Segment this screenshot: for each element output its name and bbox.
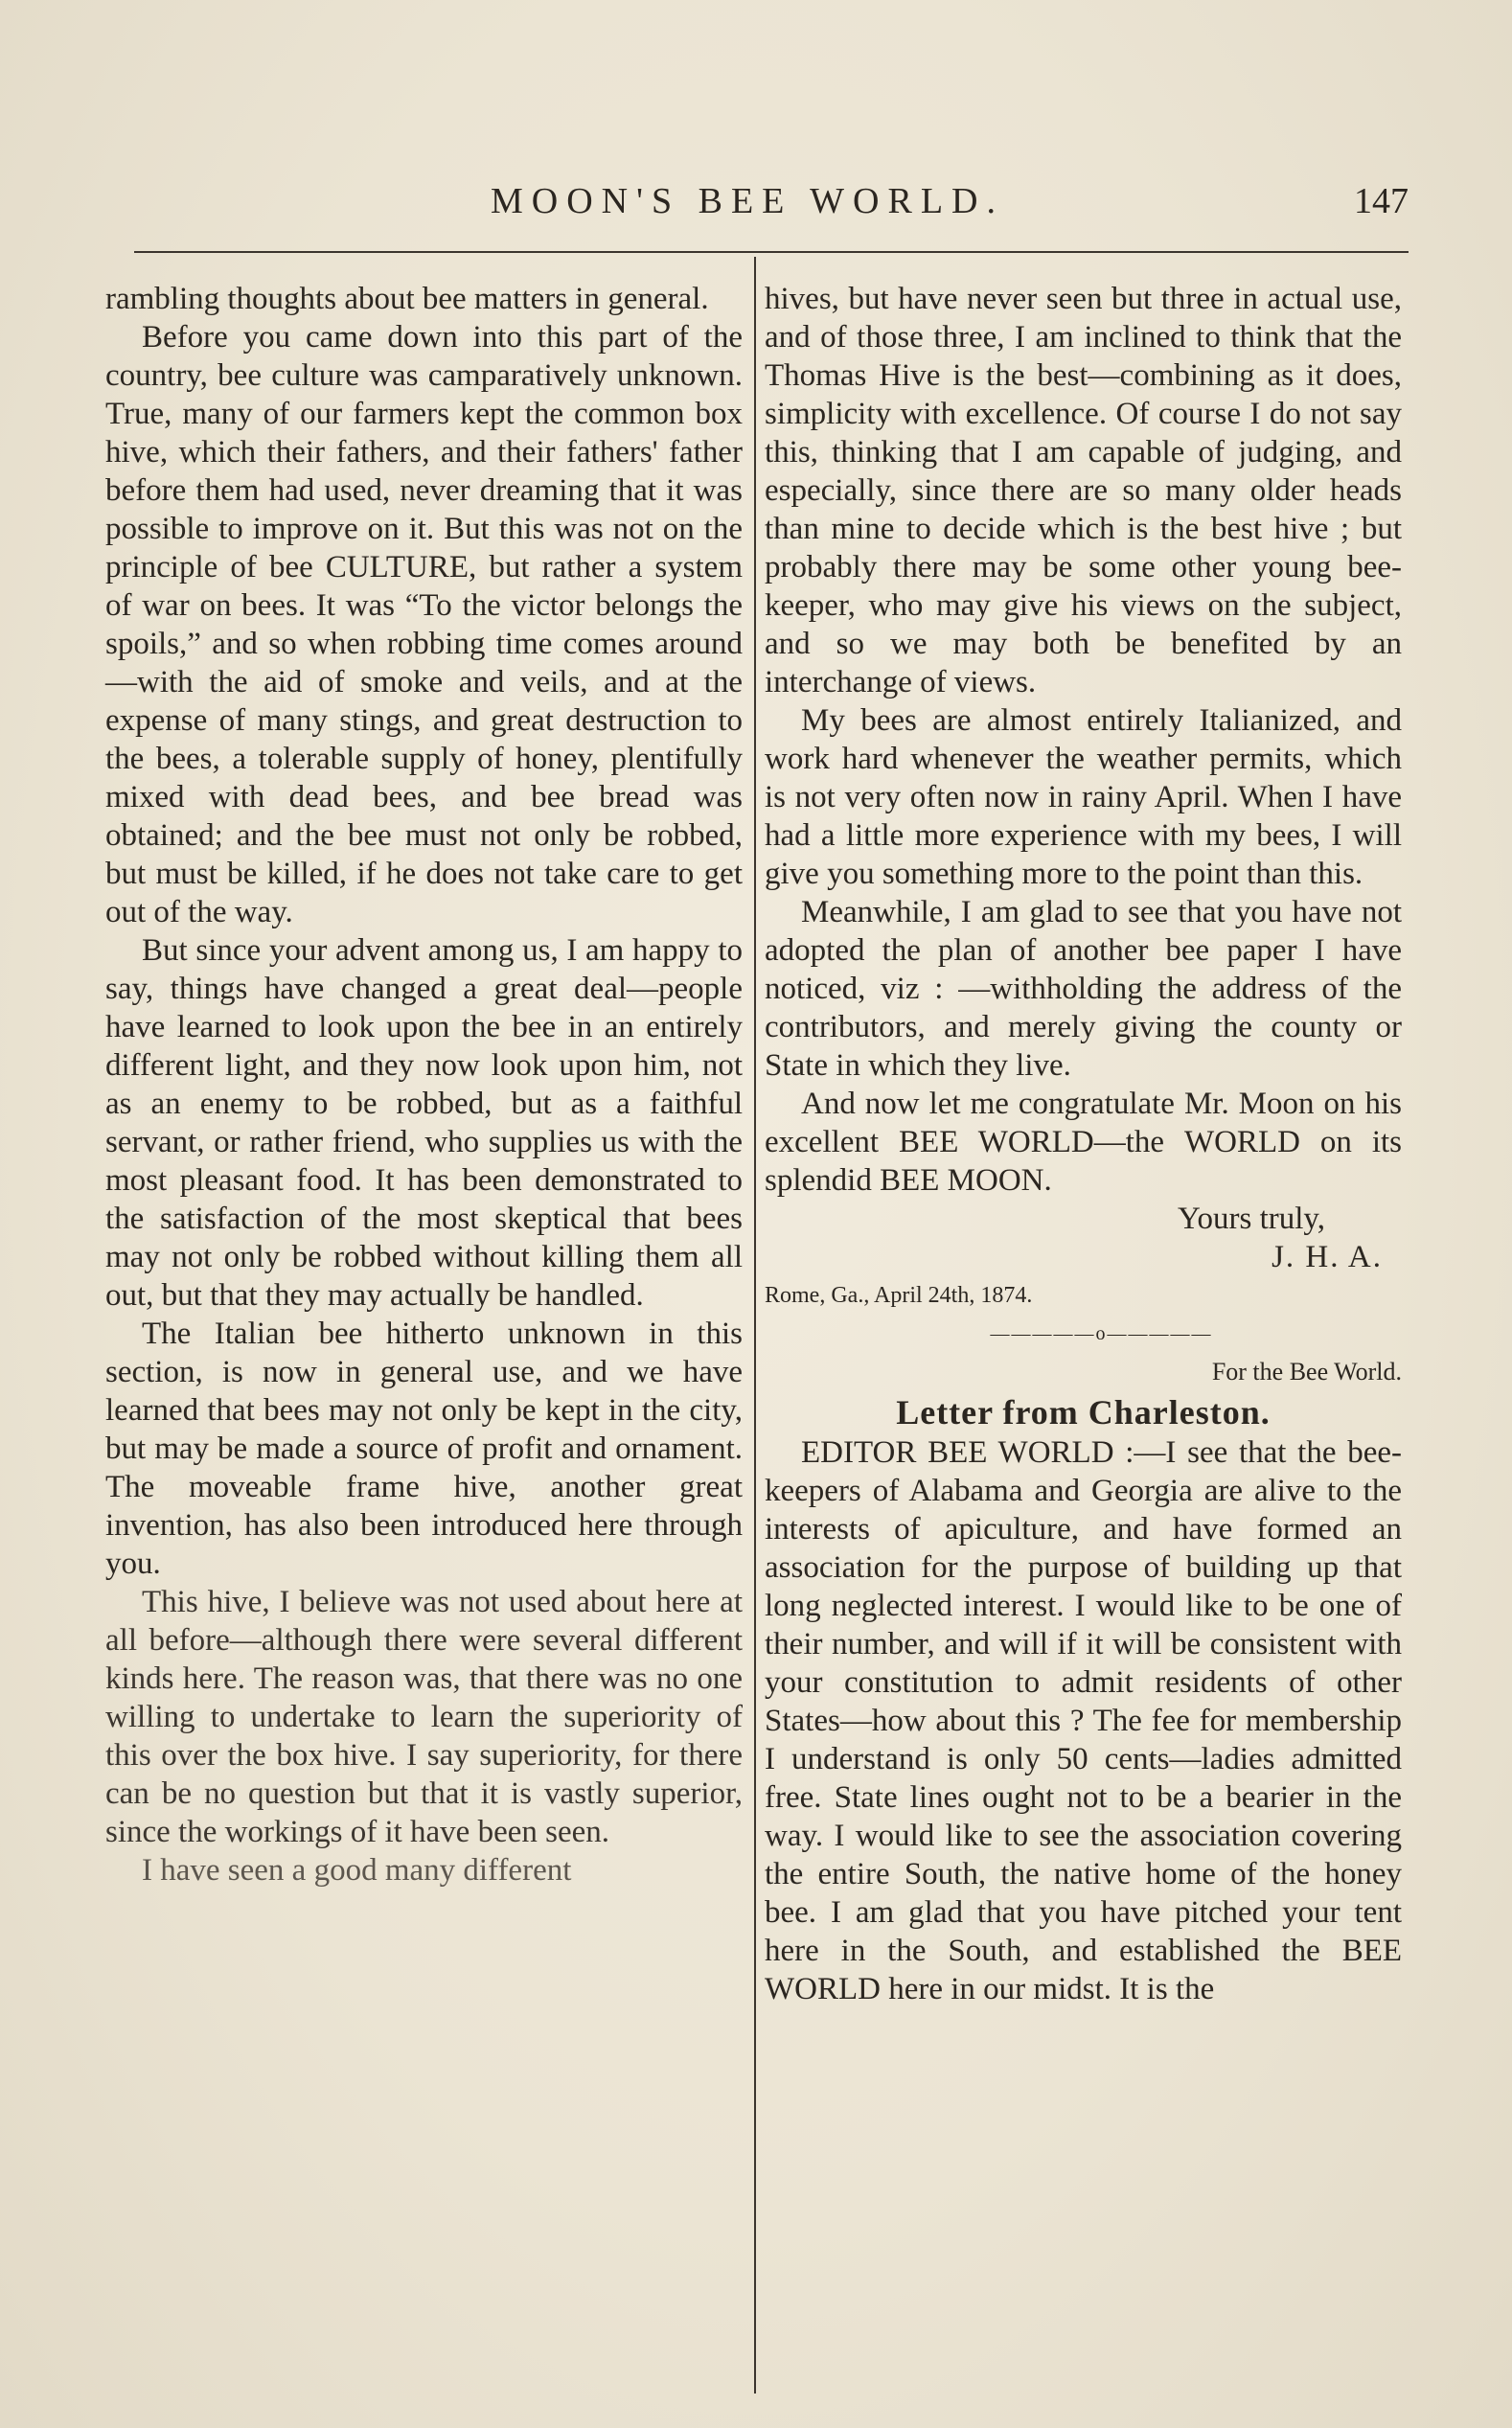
paragraph-text: here in our midst. It is the <box>880 1972 1215 2006</box>
paragraph-italian-bee: The Italian bee hitherto unknown in this section, is now in general use, and we have learned that bees may not only be kept in the city, but may be made a source of profit and ornament. The moveable frame hive, another great invention, has also been introduced here through you. <box>105 1317 743 1581</box>
paragraph-meanwhile: Meanwhile, I am glad to see that you have not adopted the plan of another bee paper I have noticed, viz : —withholding the address of the contributors, and merely giving the county or State in which they live. <box>765 895 1402 1083</box>
paragraph-italianized: My bees are almost entirely Italianized, and work hard whenever the weather permits, which is not very often now in rainy April. When I have had a little more experience with my bees, I will give you something more to the point than this. <box>765 703 1402 891</box>
bee-world-title: BEE WORLD <box>765 1934 1403 2006</box>
header-rule <box>134 251 1409 253</box>
salutation: EDITOR BEE WORLD <box>801 1435 1114 1470</box>
paragraph-text: , but rather a system of war on bees. It was “To the victor belongs the spoils,” and so when robbing time comes around—with the aid of smoke and veils, and at the expense of many stings, and great destruction to the bees, a tolerable supply of honey, plentifully mixed with dead bees, and bee bread was obtained; and the bee must not only be robbed, but must be killed, if he does not take care to get out of the way. <box>105 550 743 929</box>
paragraph-this-hive: This hive, I believe was not used about here at all before—although there were several different kinds here. The reason was, that there was no one willing to undertake to learn the superiority of this over the box hive. I say superiority, for there can be no question but that it is vastly superior, since the workings of it have been seen. <box>105 1585 743 1849</box>
signature: J. H. A. <box>1271 1240 1383 1274</box>
paragraph-since-your-advent: But since your advent among us, I am happy to say, things have changed a great deal—people have learned to look upon the bee in an entirely different light, and they now look upon him, not as an enemy to be robbed, but as a faithful servant, or rather friend, who supplies us with the most pleasant food. It has been demonstrated to the satisfaction of the most skeptical that bees may not only be robbed without killing them all out, but that they may actually be handled. <box>105 933 743 1313</box>
column-rule <box>754 257 756 2394</box>
paragraph-text: —the <box>1093 1125 1165 1159</box>
paragraph-continuation: rambling thoughts about bee matters in general. <box>105 282 709 316</box>
paragraph-text: Before you came down into this part of the country, bee culture was camparatively unknown. True, many of our farmers kept the common box hive, which their fathers, and their fathers' father before them had used, never dreaming that it was possible to improve on it. But this was not on the principle of bee <box>105 320 743 584</box>
source-note: For the Bee World. <box>1211 1358 1402 1386</box>
paragraph-text: :—I see that the bee-keepers of Alabama and Georgia are alive to the interests of apiculture, and have formed an association for the purpose of building up that long neglected interest. I would like to be one of their number, and will if it will be consistent with your constitution to admit residents of other States—how about this ? The fee for membership I understand is only 50 cents—ladies admitted free. State lines ought not to be a bearier in the way. I would like to see the association covering the entire South, the native home of the honey bee. I am glad that you have pitched your tent here in the South, and established the <box>765 1435 1402 1968</box>
paragraph-before-you-came <box>105 318 743 931</box>
paragraph-text: And now let me congratulate Mr. Moon on his excellent <box>765 1087 1402 1159</box>
culture-emphasis: CULTURE <box>325 550 469 584</box>
paragraph-hives-continuation: hives, but have never seen but three in actual use, and of those three, I am inclined to think that the Thomas Hive is the best—combining as it does, simplicity with excellence. Of course I do not say this, thinking that I am capable of judging, and especially, since there are so many older heads than mine to decide which is the best hive ; but probably there may be some other young bee-keeper, who may give his views on the subject, and so we may both be benefited by an interchange of views. <box>765 282 1402 699</box>
signoff: Yours truly, <box>1177 1202 1325 1236</box>
article-heading: Letter from Charleston. <box>896 1393 1271 1432</box>
bee-world-title: BEE WORLD <box>899 1125 1094 1159</box>
left-column <box>105 280 743 1890</box>
page-number: 147 <box>1354 181 1409 221</box>
right-column <box>765 280 1402 2008</box>
section-divider: —————o————— <box>990 1323 1213 1344</box>
paragraph-seen-many: I have seen a good many different <box>142 1853 572 1888</box>
paragraph-text: . <box>1043 1163 1052 1198</box>
running-head <box>105 180 1409 228</box>
paragraph-text: on its splendid <box>765 1125 1402 1198</box>
dateline: Rome, Ga., April 24th, 1874. <box>765 1283 1033 1308</box>
running-title: MOON'S BEE WORLD. <box>491 181 1004 221</box>
paragraph-congratulate <box>765 1085 1402 1200</box>
bee-moon-title: BEE MOON <box>880 1163 1044 1198</box>
letter-paragraph <box>765 1433 1402 2008</box>
world-title: WORLD <box>1183 1125 1300 1159</box>
